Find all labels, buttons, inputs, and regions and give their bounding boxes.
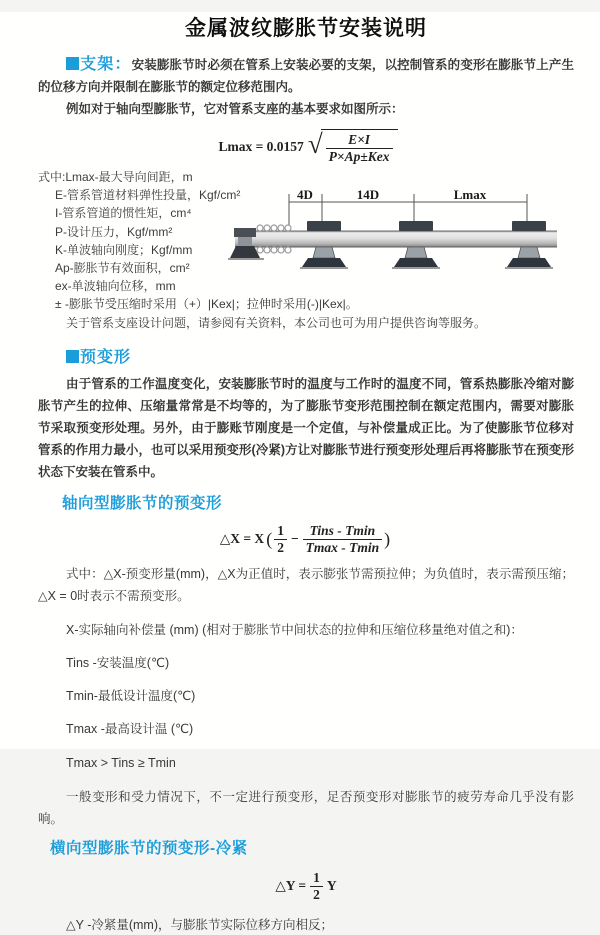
right-paren: ): [384, 528, 391, 549]
section-bullet-icon: [66, 350, 79, 363]
formula-dx-lhs: △X = X: [219, 531, 265, 547]
formula-dx-denominator: Tmax - Tmin: [303, 539, 383, 556]
note-plus-minus: ± -膨胀节受压缩时采用（+）|Kex|；拉伸时采用(-)|Kex|。: [55, 297, 358, 312]
formula-lmax-lhs: Lmax = 0.0157: [218, 138, 304, 154]
dim-label-14d: 14D: [356, 187, 380, 203]
formula-dy-num: 1: [313, 870, 320, 886]
formula-dx-half-num: 1: [277, 523, 284, 539]
left-paren: (: [266, 528, 273, 549]
axial-line-tins: Tins -安装温度(℃): [66, 655, 170, 670]
def-i: I-管系管道的惯性矩，cm⁴: [55, 206, 192, 221]
axial-note-line: 一般变形和受力情况下，不一定进行预变形，足否预变形对膨胀节的疲劳寿命几乎没有影响。: [38, 790, 574, 827]
def-lmax: 式中:Lmax-最大导向间距，m: [38, 170, 193, 185]
sqrt-radicand: [321, 129, 398, 164]
axial-line-tmax: Tmax -最高设计温 (℃): [66, 722, 194, 737]
lateral-subheading: 横向型膨胀节的预变形-冷紧: [50, 840, 248, 858]
formula-dy-lhs: △Y =: [275, 878, 307, 894]
axial-subheading: 轴向型膨胀节的预变形: [62, 495, 223, 513]
definitions-and-diagram: [38, 168, 574, 295]
formula-dx-half-den: 2: [274, 539, 287, 556]
formula-delta-y: [38, 870, 574, 902]
formula-delta-x: [38, 523, 574, 555]
axial-line-x: X-实际轴向补偿量 (mm) (相对于膨胀节中间状态的拉伸和压缩位移量绝对值之和)：: [66, 622, 523, 637]
note-consult: 关于管系支座设计问题，请参阅有关资料，本公司也可为用户提供咨询等服务。: [66, 316, 487, 331]
dim-label-4d: 4D: [297, 187, 313, 203]
section-support-header: 支架：: [80, 56, 132, 73]
axial-line-inequality: Tmax > Tins ≥ Tmin: [66, 755, 176, 770]
pipe-support-diagram: [232, 188, 590, 288]
section-predeform-header: 预变形: [80, 349, 132, 367]
sqrt-sign-icon: √: [307, 129, 323, 159]
def-k: K-单波轴向刚度；Kgf/mm: [55, 242, 193, 257]
formula-lmax: [38, 129, 574, 164]
formula-lmax-denominator: P×Ap±Kex: [326, 148, 393, 165]
support-intro-paragraph: [38, 54, 574, 98]
support-example-line: 例如对于轴向型膨胀节，它对管系支座的基本要求如图所示：: [66, 102, 404, 116]
axial-line-tmin: Tmin-最低设计温度(℃): [66, 689, 196, 704]
def-ex: ex-单波轴向位移，mm: [55, 279, 176, 294]
predeform-paragraph: 由于管系的工作温度变化，安装膨胀节时的温度与工作时的温度不同，管系热膨胀冷缩对膨胀节产生的拉伸、压缩量常常是不均等的，为了膨胀节变形范围控制在额定范围内，需要对膨胀节采取预变形处理。另外，由于膨账节刚度是一个定值，与补偿量成正比。为了使膨胀节位移对管系的作用力最小，也可以采用预变形(冷紧)方让对膨胀节进行预变形处理后再将膨胀节在预变形状态下安装在管系中。: [38, 377, 574, 480]
support-intro-text: 安装膨胀节时必须在管系上安装必要的支架，以控制管系的变形在膨胀节上产生的位移方向并限制在膨胀节的额定位移范围内。: [38, 58, 574, 94]
dimension-labels: [297, 187, 487, 202]
doc-title: 金属波纹膨胀节安装说明: [185, 17, 427, 40]
dim-label-lmax: Lmax: [453, 187, 487, 203]
predeform-header-line: [38, 347, 574, 369]
sqrt-radical: [308, 129, 398, 164]
pipe: [235, 231, 557, 247]
lateral-note-line: △Y -冷紧量(mm)，与膨胀节实际位移方向相反；: [66, 917, 334, 932]
page: [0, 12, 600, 932]
def-ap: Ap-膨胀节有效面积，cm²: [55, 261, 190, 276]
def-p: P-设计压力，Kgf/mm²: [55, 224, 173, 239]
formula-dy-den: 2: [310, 886, 323, 903]
minus-sign: −: [290, 531, 299, 547]
formula-dy-rhs: Y: [326, 878, 337, 894]
formula-lmax-numerator: E×I: [348, 132, 371, 147]
formula-dx-numerator: Tins - Tmin: [309, 523, 376, 539]
axial-explain-paragraph: 式中：△X-预变形量(mm)，△X为正值时，表示膨张节需预拉伸；为负值时，表示需预压缩；△X = 0时表示不需预变形。: [38, 567, 574, 604]
section-bullet-icon: [66, 57, 79, 70]
def-e: E-管系管道材料弹性投量，Kgf/cm²: [55, 188, 241, 203]
